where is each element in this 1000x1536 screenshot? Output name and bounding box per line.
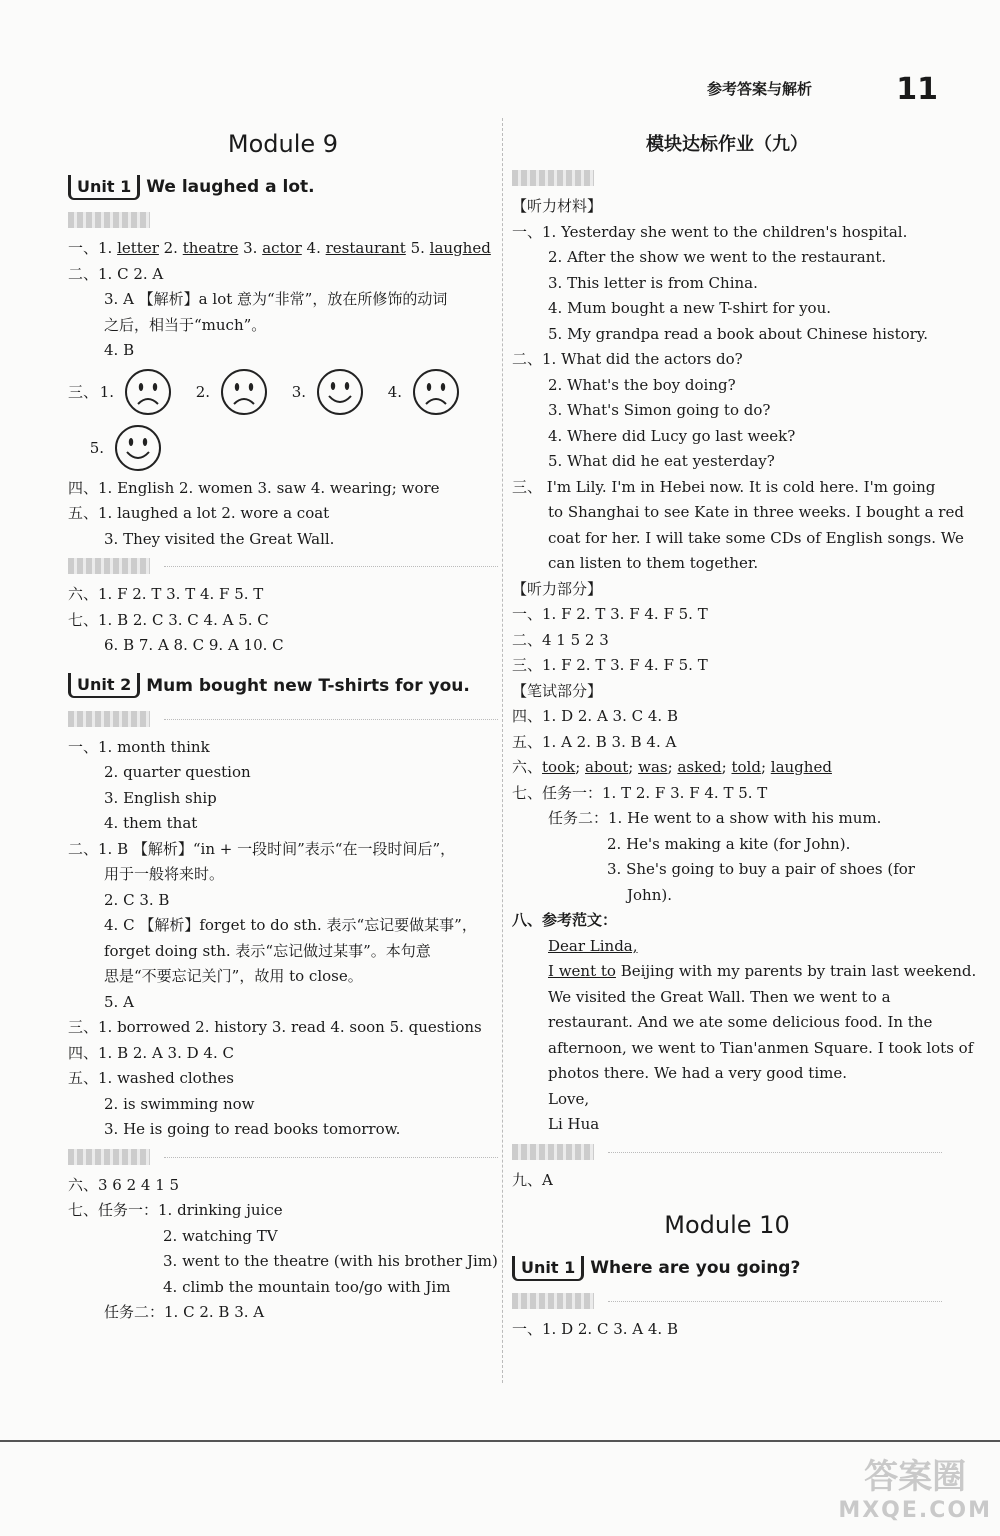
right-column xyxy=(512,130,977,1343)
answer-line: 思是“不要忘记关门”，故用 to close。 xyxy=(104,967,363,985)
letter-line: afternoon, we went to Tian'anmen Square. I took lots of xyxy=(548,1038,974,1057)
unit-badge: Unit 2 xyxy=(68,673,140,698)
material-line: coat for her. I will take some CDs of English songs. We xyxy=(548,528,964,547)
face-number: 3. xyxy=(291,382,307,401)
unit-title: We laughed a lot. xyxy=(146,177,315,197)
unit-title: Mum bought new T-shirts for you. xyxy=(146,675,470,696)
answer-line: 三、1. F 2. T 3. F 4. F 5. T xyxy=(512,656,708,674)
letter-line: I went to Beijing with my parents by train last weekend. xyxy=(548,962,977,980)
material-line: to Shanghai to see Kate in three weeks. I bought a red xyxy=(548,503,964,521)
page-number: 11 xyxy=(896,72,938,107)
answer-line: 3. English ship xyxy=(104,788,217,807)
answer-line: 一、1. month think xyxy=(68,737,210,756)
answer-line: 4. them that xyxy=(104,814,198,832)
answer-line: 四、1. D 2. A 3. C 4. B xyxy=(512,707,678,725)
section-stamp xyxy=(68,709,498,729)
answer-line: 九、A xyxy=(512,1170,553,1189)
answer-line: 3. They visited the Great Wall. xyxy=(104,529,335,548)
stamp-graphic xyxy=(512,1293,594,1309)
column-divider xyxy=(502,118,503,1383)
answer-line: 六、3 6 2 4 1 5 xyxy=(68,1175,180,1194)
unit1-heading xyxy=(512,1251,942,1285)
face-number: 4. xyxy=(387,382,403,401)
material-line: 4. Where did Lucy go last week? xyxy=(548,426,796,445)
stamp-graphic xyxy=(512,170,594,186)
answer-line: 三、1. borrowed 2. history 3. read 4. soon 5. questions xyxy=(68,1018,482,1036)
answer-line: 七、任务一：1. drinking juice xyxy=(68,1201,283,1219)
answer-line: 2. C 3. B xyxy=(104,890,170,909)
dotted-rule xyxy=(164,718,498,720)
material-line: 4. Mum bought a new T-shirt for you. xyxy=(548,299,832,317)
answer-line: 2. is swimming now xyxy=(104,1094,255,1113)
stamp-graphic xyxy=(68,711,150,727)
letter-signature: Li Hua xyxy=(548,1115,600,1133)
smiley-face-icon xyxy=(316,368,364,416)
answer-line: 任务二：1. C 2. B 3. A xyxy=(104,1303,265,1321)
header-label: 参考答案与解析 xyxy=(706,80,812,98)
answer-line: 之后，相当于“much”。 xyxy=(104,315,267,334)
answer-line: 3. went to the theatre (with his brother Jim) xyxy=(163,1252,498,1270)
answer-line: 七、1. B 2. C 3. C 4. A 5. C xyxy=(68,610,269,629)
answer-line: 四、1. English 2. women 3. saw 4. wearing; wore xyxy=(68,478,440,497)
unit-badge: Unit 1 xyxy=(512,1256,584,1281)
dotted-rule xyxy=(164,565,498,567)
material-line: 2. What's the boy doing? xyxy=(548,375,736,394)
answer-line: 5. A xyxy=(104,992,134,1011)
letter-closing: Love, xyxy=(548,1089,590,1108)
answer-line: 4. climb the mountain too/go with Jim xyxy=(163,1277,451,1296)
sad-face-icon xyxy=(124,368,172,416)
answer-line: 一、1. F 2. T 3. F 4. F 5. T xyxy=(512,605,708,623)
answer-line: 2. watching TV xyxy=(163,1226,278,1245)
answer-line: 4. C 【解析】forget to do sth. 表示“忘记要做某事”， xyxy=(104,916,477,934)
faces-row xyxy=(68,420,498,476)
material-line: 一、1. Yesterday she went to the children's hospital. xyxy=(512,222,908,241)
material-line: 三、 I'm Lily. I'm in Hebei now. It is cold here. I'm going xyxy=(512,477,936,496)
answer-line: 六、took; about; was; asked; told; laughed xyxy=(512,758,832,776)
answer-line: 任务二：1. He went to a show with his mum. xyxy=(548,809,882,827)
stamp-graphic xyxy=(512,1144,594,1160)
letter-line: restaurant. And we ate some delicious food. In the xyxy=(548,1013,933,1031)
answer-line: 二、1. C 2. A xyxy=(68,264,164,283)
faces-label: 三、 xyxy=(68,383,99,401)
smiley-face-icon xyxy=(114,424,162,472)
unit2-heading xyxy=(68,669,498,703)
answer-line: John). xyxy=(627,885,672,904)
left-column xyxy=(68,130,498,1326)
sad-face-icon xyxy=(412,368,460,416)
face-number: 2. xyxy=(195,382,211,401)
section-stamp xyxy=(512,1142,942,1162)
watermark-logo: 答案圈 MXQE.COM xyxy=(838,1457,992,1523)
answer-line: 2. He's making a kite (for John). xyxy=(607,834,851,853)
material-line: 二、1. What did the actors do? xyxy=(512,350,743,368)
answer-line: 用于一般将来时。 xyxy=(104,865,225,883)
answer-line: forget doing sth. 表示“忘记做过某事”。本句意 xyxy=(104,941,431,960)
module-9-title: Module 9 xyxy=(227,130,339,158)
dotted-rule xyxy=(608,1151,942,1153)
material-line: 2. After the show we went to the restaurant. xyxy=(548,248,887,266)
answer-line: 六、1. F 2. T 3. T 4. F 5. T xyxy=(68,585,264,603)
stamp-graphic xyxy=(68,558,150,574)
face-number: 5. xyxy=(89,438,104,457)
dotted-rule xyxy=(164,1156,498,1158)
material-line: 3. What's Simon going to do? xyxy=(548,401,771,419)
sample-essay-label: 八、参考范文： xyxy=(512,911,618,929)
material-line: can listen to them together. xyxy=(548,554,759,572)
answer-line: 4. B xyxy=(104,341,135,359)
answer-line: 3. He is going to read books tomorrow. xyxy=(104,1120,401,1138)
section-stamp xyxy=(512,1291,942,1311)
footer-rule xyxy=(0,1440,1000,1442)
material-line: 5. My grandpa read a book about Chinese history. xyxy=(548,324,929,343)
face-number: 1. xyxy=(99,382,115,401)
letter-greeting: Dear Linda, xyxy=(548,936,638,955)
answer-line: 四、1. B 2. A 3. D 4. C xyxy=(68,1043,234,1062)
subsection-label: 【听力部分】 xyxy=(512,579,603,598)
unit1-heading xyxy=(68,170,498,204)
answer-line: 一、1. D 2. C 3. A 4. B xyxy=(512,1320,678,1338)
letter-line: photos there. We had a very good time. xyxy=(548,1064,847,1082)
subsection-label: 【笔试部分】 xyxy=(512,681,603,700)
stamp-graphic xyxy=(68,212,150,228)
section-stamp xyxy=(68,556,498,576)
answer-line: 五、1. laughed a lot 2. wore a coat xyxy=(68,504,330,522)
answer-line: 3. She's going to buy a pair of shoes (for xyxy=(607,860,915,878)
letter-line: We visited the Great Wall. Then we went to a xyxy=(548,987,891,1006)
section-stamp xyxy=(512,168,942,188)
answer-line: 二、4 1 5 2 3 xyxy=(512,630,609,649)
answer-line: 2. quarter question xyxy=(104,763,251,781)
dotted-rule xyxy=(608,1300,942,1302)
subsection-label: 【听力材料】 xyxy=(512,197,603,215)
stamp-graphic xyxy=(68,1149,150,1165)
faces-row xyxy=(68,364,498,420)
section-title: 模块达标作业（九） xyxy=(646,134,808,155)
module-10-title: Module 10 xyxy=(664,1211,790,1239)
material-line: 5. What did he eat yesterday? xyxy=(548,452,775,470)
material-line: 3. This letter is from China. xyxy=(548,273,758,292)
unit-title: Where are you going? xyxy=(590,1258,801,1278)
answer-line: 3. A 【解析】a lot 意为“非常”，放在所修饰的动词 xyxy=(104,290,448,308)
section-stamp xyxy=(68,1147,498,1167)
unit-badge: Unit 1 xyxy=(68,175,140,200)
answer-line: 二、1. B 【解析】“in + 一段时间”表示“在一段时间后”， xyxy=(68,839,456,858)
answer-line: 五、1. A 2. B 3. B 4. A xyxy=(512,732,677,751)
answer-line: 6. B 7. A 8. C 9. A 10. C xyxy=(104,636,284,654)
answer-line: 七、任务一：1. T 2. F 3. F 4. T 5. T xyxy=(512,783,768,802)
answer-line: 一、1. letter 2. theatre 3. actor 4. restaurant 5. laughed xyxy=(68,239,491,257)
sad-face-icon xyxy=(220,368,268,416)
section-stamp xyxy=(68,210,498,230)
answer-line: 五、1. washed clothes xyxy=(68,1069,234,1087)
